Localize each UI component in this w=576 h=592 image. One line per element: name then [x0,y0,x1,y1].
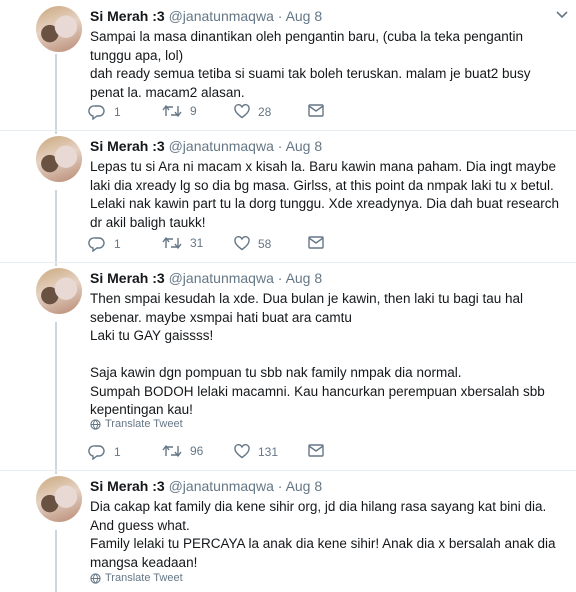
tweet-line: Dia cakap kat family dia kene sihir org, jd dia hilang rasa sayang kat bini dia. [90,499,547,514]
tweet-header [90,270,322,286]
direct-message-button[interactable] [308,236,324,249]
retweet-count: 9 [190,104,197,118]
separator-dot: · [277,478,283,494]
tweet-date[interactable]: Aug 8 [285,270,323,286]
avatar[interactable] [36,6,82,52]
like-button[interactable] [234,104,271,119]
tweet-text [90,290,560,420]
retweet-count: 96 [190,444,204,458]
reply-button[interactable] [88,104,121,120]
tweet-header [90,8,322,24]
tweet-line: Sampai la masa dinantikan oleh pengantin baru, (cuba la teka pengantin tunggu apa, lol) [90,29,527,63]
translate-tweet-link[interactable] [90,572,183,584]
reply-icon [88,444,106,460]
retweet-button[interactable] [162,104,197,118]
globe-icon [90,573,101,584]
display-name[interactable]: Si Merah :3 [90,8,165,24]
chevron-down-icon[interactable] [556,8,568,22]
user-handle[interactable]: @janatunmaqwa [168,138,274,154]
separator-dot: · [277,138,283,154]
retweet-icon [162,444,182,458]
tweet[interactable] [0,262,576,470]
tweet-line: Family lelaki tu PERCAYA la anak dia kene sihir! Anak dia x bersalah anak dia mangsa keadaan! [90,536,560,570]
tweet-date[interactable]: Aug 8 [285,8,323,24]
display-name[interactable]: Si Merah :3 [90,138,165,154]
tweet-text [90,28,560,102]
heart-icon [234,444,250,459]
retweet-button[interactable] [162,444,203,458]
like-button[interactable] [234,236,271,251]
globe-icon [90,419,101,430]
tweet-line: Sumpah BODOH lelaki macamni. Kau hancurkan perempuan xbersalah sbb kepentingan kau! [90,383,549,417]
like-count: 28 [258,104,272,119]
direct-message-button[interactable] [308,104,324,117]
envelope-icon [308,236,324,249]
reply-count: 1 [114,445,121,459]
reply-icon [88,236,106,252]
user-handle[interactable]: @janatunmaqwa [168,478,274,494]
tweet[interactable] [0,130,576,266]
direct-message-button[interactable] [308,444,324,457]
translate-tweet-link[interactable] [90,418,183,430]
retweet-icon [162,104,182,118]
envelope-icon [308,104,324,117]
translate-label: Translate Tweet [105,572,183,584]
envelope-icon [308,444,324,457]
heart-icon [234,104,250,119]
user-handle[interactable]: @janatunmaqwa [168,270,274,286]
reply-count: 1 [114,237,121,251]
tweet-line: And guess what. [90,517,190,533]
tweet-header [90,478,322,494]
reply-button[interactable] [88,236,121,252]
retweet-icon [162,236,182,250]
reply-button[interactable] [88,444,121,460]
tweet[interactable] [0,470,576,592]
separator-dot: · [277,270,283,286]
tweet-line: dah ready semua tetiba si suami tak boleh teruskan. malam je buat2 busy penat la. macam2 alasan. [90,66,535,100]
tweet-line: Laki tu GAY gaissss! [90,328,214,343]
avatar[interactable] [36,136,82,182]
tweet-line: Then smpai kesudah la xde. Dua bulan je kawin, then laki tu bagi tau hal sebenar. maybe xsmpai hati buat ara camtu [90,291,527,325]
tweet[interactable] [0,0,576,130]
separator-dot: · [277,8,283,24]
tweet-date[interactable]: Aug 8 [285,138,323,154]
like-button[interactable] [234,444,278,459]
tweet-text [90,158,563,232]
reply-icon [88,104,106,120]
like-count: 131 [258,444,279,459]
tweet-date[interactable]: Aug 8 [285,478,323,494]
retweet-button[interactable] [162,236,203,250]
tweet-header [90,138,322,154]
display-name[interactable]: Si Merah :3 [90,270,165,286]
tweet-line: Saja kawin dgn pompuan tu sbb nak family nmpak dia normal. [90,365,462,380]
heart-icon [234,236,250,251]
display-name[interactable]: Si Merah :3 [90,478,165,494]
tweet-line: Lepas tu si Ara ni macam x kisah la. Baru kawin mana paham. Dia ingt maybe laki dia xready lg so dia bg masa. Girlss, at this point da nmpak laki tu x betul. Lelaki nak kawin part tu la dorg tunggu. Xde xreadynya. Dia dah buat research dr akil baligh taukk! [90,159,563,230]
avatar[interactable] [36,268,82,314]
reply-count: 1 [114,105,121,119]
retweet-count: 31 [190,236,204,250]
user-handle[interactable]: @janatunmaqwa [168,8,274,24]
like-count: 58 [258,236,272,251]
tweet-text [90,498,560,572]
line-break [90,346,560,365]
avatar[interactable] [36,476,82,522]
translate-label: Translate Tweet [105,418,183,430]
